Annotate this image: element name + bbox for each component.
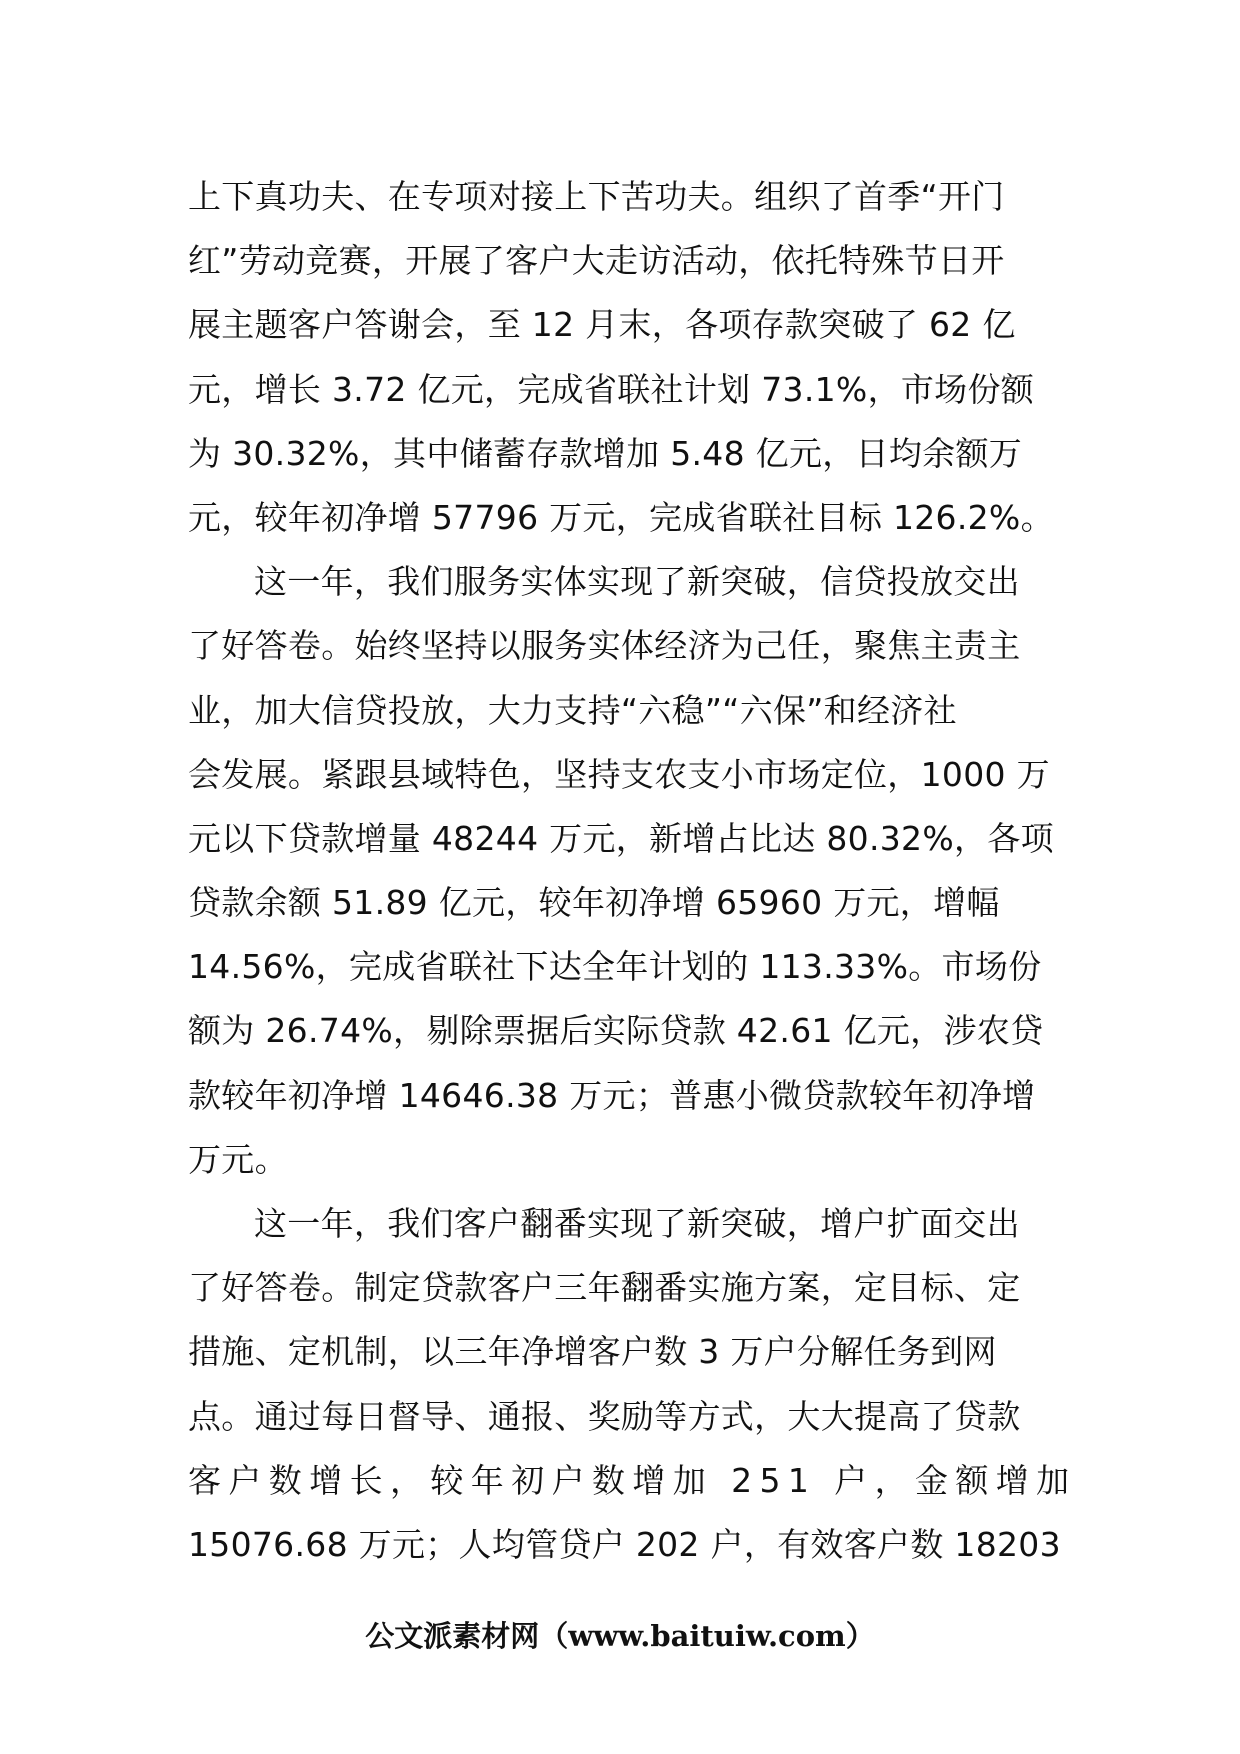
text-line: 会发展。紧跟县域特色，坚持支农支小市场定位，1000 万 bbox=[188, 754, 1050, 794]
text-line: 客户数增长，较年初户数增加 251 户，金额增加 bbox=[188, 1460, 1077, 1500]
text-line: 元，较年初净增 57796 万元，完成省联社目标 126.2%。 bbox=[188, 497, 1054, 537]
text-line: 14.56%，完成省联社下达全年计划的 113.33%。市场份 bbox=[188, 947, 1042, 987]
text-line: 元，增长 3.72 亿元，完成省联社计划 73.1%，市场份额 bbox=[188, 369, 1035, 409]
text-line: 展主题客户答谢会，至 12 月末，各项存款突破了 62 亿 bbox=[188, 305, 1016, 345]
text-line: 为 30.32%，其中储蓄存款增加 5.48 亿元，日均余额万 bbox=[188, 433, 1023, 473]
text-line: 了好答卷。制定贷款客户三年翻番实施方案，定目标、定 bbox=[188, 1268, 1021, 1308]
text-line: 了好答卷。始终坚持以服务实体经济为己任，聚焦主责主 bbox=[188, 626, 1021, 666]
footer-watermark: 公文派素材网（www.baituiw.com） bbox=[365, 1619, 875, 1653]
text-line: 贷款余额 51.89 亿元，较年初净增 65960 万元，增幅 bbox=[188, 883, 1000, 923]
text-line: 额为 26.74%，剔除票据后实际贷款 42.61 亿元，涉农贷 bbox=[188, 1011, 1044, 1051]
text-line: 点。通过每日督导、通报、奖励等方式，大大提高了贷款 bbox=[188, 1396, 1021, 1436]
text-line: 措施、定机制，以三年净增客户数 3 万户分解任务到网 bbox=[188, 1332, 997, 1372]
paragraph-first-line: 这一年，我们客户翻番实现了新突破，增户扩面交出 bbox=[254, 1204, 1020, 1243]
text-line: 上下真功夫、在专项对接上下苦功夫。组织了首季“开门 bbox=[188, 177, 1005, 216]
text-line: 款较年初净增 14646.38 万元；普惠小微贷款较年初净增 bbox=[188, 1075, 1036, 1115]
text-line: 15076.68 万元；人均管贷户 202 户，有效客户数 18203 bbox=[188, 1524, 1061, 1564]
text-line: 万元。 bbox=[188, 1139, 288, 1179]
paragraph-first-line: 这一年，我们服务实体实现了新突破，信贷投放交出 bbox=[254, 562, 1020, 602]
text-line: 红”劳动竞赛，开展了客户大走访活动，依托特殊节日开 bbox=[188, 241, 1005, 281]
document-body bbox=[188, 165, 1077, 1577]
text-line: 业，加大信贷投放，大力支持“六稳”“六保”和经济社 bbox=[188, 690, 957, 730]
text-line: 元以下贷款增量 48244 万元，新增占比达 80.32%，各项 bbox=[188, 818, 1054, 858]
